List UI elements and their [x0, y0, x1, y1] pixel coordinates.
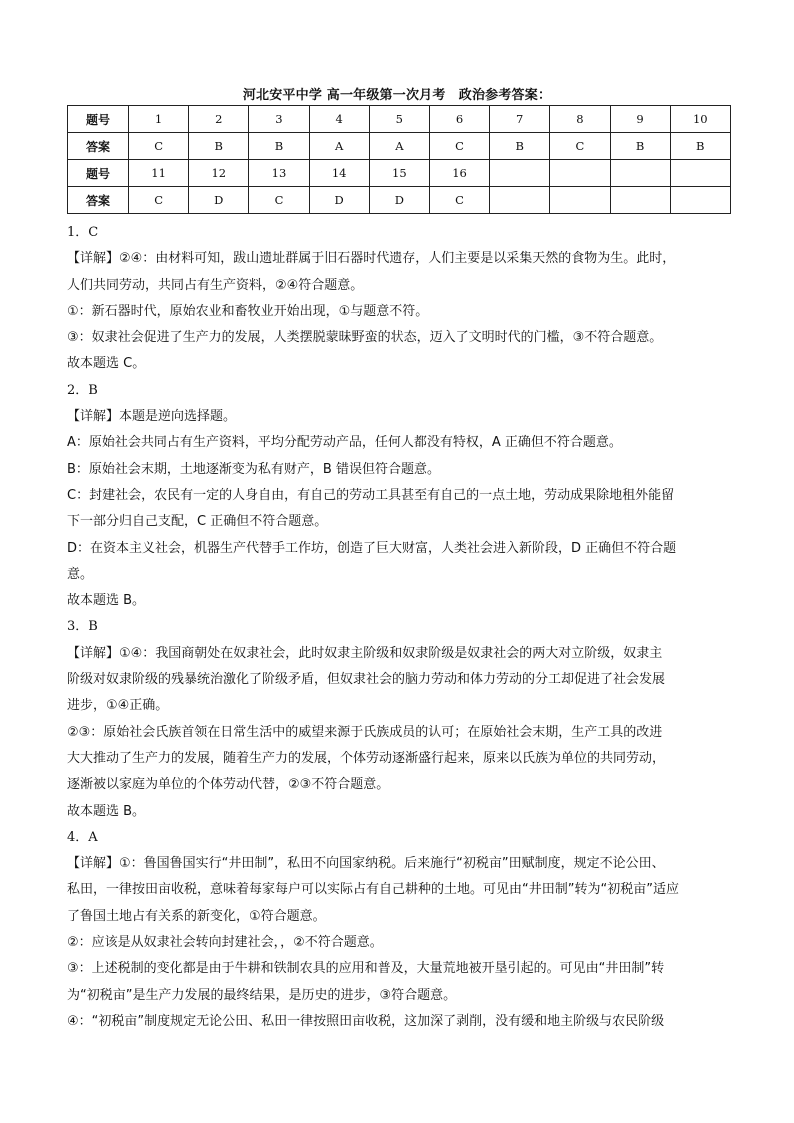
- row-header: 答案: [68, 187, 129, 214]
- table-cell: C: [429, 187, 489, 214]
- explanation-line: ②③：原始社会氏族首领在日常生活中的威望来源于氏族成员的认可；在原始社会末期，生产工具的改进: [67, 724, 663, 740]
- explanation-line: 故本题选 B。: [67, 593, 146, 609]
- explanation-line: 故本题选 B。: [67, 803, 146, 819]
- table-cell: 14: [309, 160, 369, 187]
- table-cell: 9: [610, 106, 670, 133]
- explanation-line: 【详解】②④：由材料可知，跋山遗址群属于旧石器时代遗存，人们主要是以采集天然的食物为生。此时，: [67, 251, 676, 267]
- explanation-line: 【详解】①④：我国商朝处在奴隶社会，此时奴隶主阶级和奴隶阶级是奴隶社会的两大对立阶级，奴隶主: [67, 645, 663, 661]
- table-row: [68, 106, 731, 133]
- explanation-line: 人们共同劳动，共同占有生产资料，②④符合题意。: [67, 277, 364, 293]
- table-cell: [490, 187, 550, 214]
- table-cell: [670, 187, 730, 214]
- explanation-line: 逐渐被以家庭为单位的个体劳动代替，②③不符合题意。: [67, 777, 390, 793]
- explanation-line: ③：上述税制的变化都是由于牛耕和铁制农具的应用和普及，大量荒地被开垦引起的。可见由“井田制”转: [67, 961, 665, 977]
- explanation-line: D：在资本主义社会，机器生产代替手工作坊，创造了巨大财富，人类社会进入新阶段，D 正确但不符合题: [67, 540, 677, 556]
- explanation-line: C：封建社会，农民有一定的人身自由，有自己的劳动工具甚至有自己的一点土地，劳动成果除地租外能留: [67, 487, 675, 503]
- table-cell: A: [309, 133, 369, 160]
- explanation-line: 进步，①④正确。: [67, 698, 169, 714]
- table-row: [68, 133, 731, 160]
- table-cell: 13: [249, 160, 309, 187]
- table-cell: 11: [129, 160, 189, 187]
- explanation-line: ②：应该是从奴隶社会转向封建社会，，②不符合题意。: [67, 935, 383, 951]
- table-cell: A: [369, 133, 429, 160]
- table-cell: 2: [189, 106, 249, 133]
- table-cell: 15: [369, 160, 429, 187]
- explanation-line: 故本题选 C。: [67, 356, 146, 372]
- table-cell: [610, 187, 670, 214]
- table-cell: C: [429, 133, 489, 160]
- table-cell: [550, 160, 610, 187]
- table-cell: 7: [490, 106, 550, 133]
- explanation-line: 阶级对奴隶阶级的残暴统治激化了阶级矛盾，但奴隶社会的脑力劳动和体力劳动的分工却促进了社会发展: [67, 672, 666, 688]
- table-cell: B: [610, 133, 670, 160]
- table-cell: C: [550, 133, 610, 160]
- question-number: 3．B: [67, 619, 98, 635]
- table-cell: 12: [189, 160, 249, 187]
- table-cell: [490, 160, 550, 187]
- row-header: 题号: [68, 160, 129, 187]
- explanation-line: B：原始社会末期，土地逐渐变为私有财产，B 错误但符合题意。: [67, 461, 440, 477]
- question-number: 4．A: [67, 829, 98, 845]
- row-header: 答案: [68, 133, 129, 160]
- table-cell: 4: [309, 106, 369, 133]
- explanation-line: 为“初税亩”是生产力发展的最终结果，是历史的进步，③符合题意。: [67, 987, 457, 1003]
- table-cell: C: [129, 133, 189, 160]
- answer-explanations: [67, 220, 730, 1035]
- table-cell: [670, 160, 730, 187]
- table-cell: [610, 160, 670, 187]
- explanation-line: 【详解】本题是逆向选择题。: [67, 409, 237, 425]
- explanation-line: A：原始社会共同占有生产资料，平均分配劳动产品，任何人都没有特权，A 正确但不符合题意。: [67, 435, 622, 451]
- table-cell: D: [189, 187, 249, 214]
- question-number: 2．B: [67, 382, 98, 398]
- table-cell: 16: [429, 160, 489, 187]
- explanation-line: 私田，一律按田亩收税，意味着每家每户可以实际占有自己耕种的土地。可见由“井田制”转为“初税亩”适应: [67, 882, 679, 898]
- explanation-line: 【详解】①：鲁国鲁国实行“井田制”，私田不向国家纳税。后来施行“初税亩”田赋制度，规定不论公田、: [67, 856, 665, 872]
- explanation-line: ①：新石器时代，原始农业和畜牧业开始出现，①与题意不符。: [67, 303, 429, 319]
- explanation-line: ③：奴隶社会促进了生产力的发展，人类摆脱蒙昧野蛮的状态，迈入了文明时代的门槛，③不符合题意。: [67, 330, 663, 346]
- table-cell: 10: [670, 106, 730, 133]
- table-cell: B: [670, 133, 730, 160]
- question-number: 1．C: [67, 225, 99, 240]
- table-cell: D: [369, 187, 429, 214]
- table-cell: [550, 187, 610, 214]
- table-cell: B: [249, 133, 309, 160]
- explanation-line: 意。: [67, 566, 94, 582]
- table-row: [68, 160, 731, 187]
- explanation-line: 大大推动了生产力的发展，随着生产力的发展，个体劳动逐渐盛行起来，原来以氏族为单位的共同劳动，: [67, 750, 666, 766]
- table-cell: C: [249, 187, 309, 214]
- explanation-line: 了鲁国土地占有关系的新变化，①符合题意。: [67, 908, 326, 924]
- row-header: 题号: [68, 106, 129, 133]
- table-cell: B: [490, 133, 550, 160]
- table-row: [68, 187, 731, 214]
- explanation-line: ④：“初税亩”制度规定无论公田、私田一律按照田亩收税，这加深了剥削，没有缓和地主阶级与农民阶级: [67, 1013, 665, 1029]
- answer-table: [67, 105, 731, 214]
- table-cell: 8: [550, 106, 610, 133]
- table-cell: 1: [129, 106, 189, 133]
- table-cell: C: [129, 187, 189, 214]
- page-title: 河北安平中学 高一年级第一次月考 政治参考答案：: [242, 88, 552, 103]
- table-cell: 6: [429, 106, 489, 133]
- table-cell: B: [189, 133, 249, 160]
- explanation-line: 下一部分归自己支配，C 正确但不符合题意。: [67, 514, 328, 530]
- table-cell: 3: [249, 106, 309, 133]
- table-cell: 5: [369, 106, 429, 133]
- table-cell: D: [309, 187, 369, 214]
